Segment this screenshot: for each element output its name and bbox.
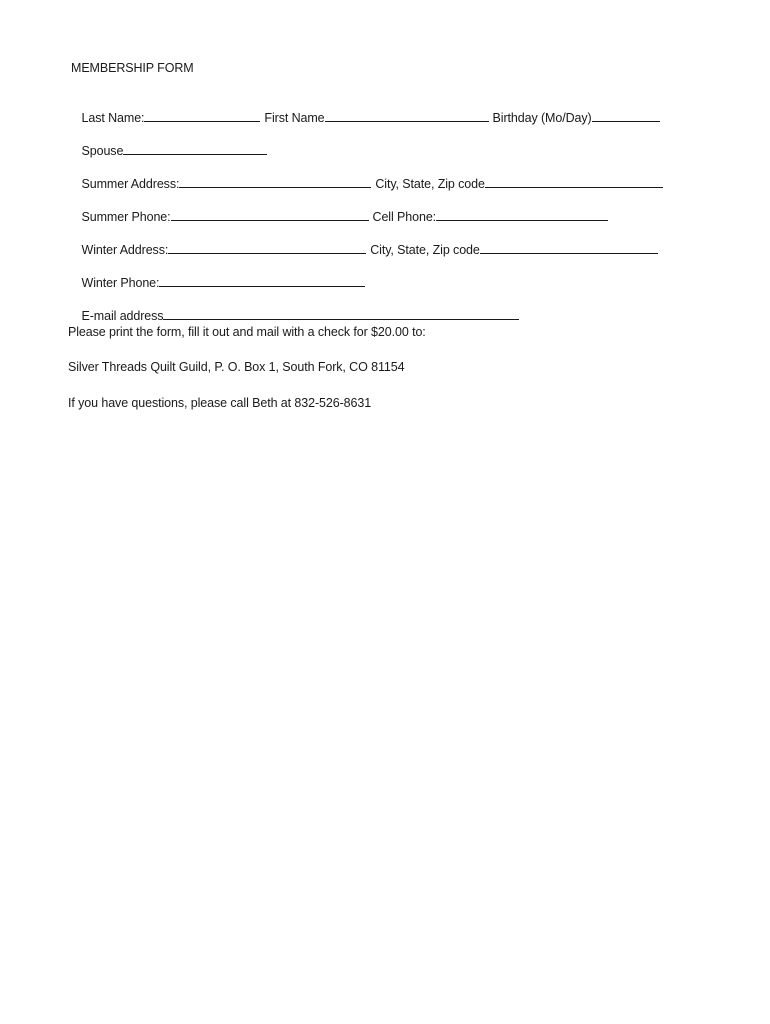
winter-city-state-zip-label: City, State, Zip code xyxy=(370,243,480,257)
last-name-field[interactable] xyxy=(144,109,260,122)
summer-phone-field[interactable] xyxy=(171,208,369,221)
email-label: E-mail address xyxy=(81,309,164,323)
summer-phone-label: Summer Phone: xyxy=(81,210,171,224)
spouse-label: Spouse xyxy=(81,144,124,158)
instructions-text: Please print the form, fill it out and mail with a check for $20.00 to: xyxy=(68,325,426,339)
winter-phone-label: Winter Phone: xyxy=(81,276,160,290)
summer-city-state-zip-field[interactable] xyxy=(485,175,663,188)
form-title: MEMBERSHIP FORM xyxy=(71,61,194,75)
spouse-field[interactable] xyxy=(123,142,267,155)
first-name-field[interactable] xyxy=(325,109,489,122)
summer-address-field[interactable] xyxy=(179,175,371,188)
first-name-label: First Name xyxy=(264,111,325,125)
cell-phone-label: Cell Phone: xyxy=(372,210,437,224)
winter-address-label: Winter Address: xyxy=(81,243,169,257)
winter-address-field[interactable] xyxy=(168,241,366,254)
last-name-label: Last Name: xyxy=(81,111,145,125)
summer-city-state-zip-label: City, State, Zip code xyxy=(375,177,485,191)
winter-city-state-zip-field[interactable] xyxy=(480,241,658,254)
birthday-field[interactable] xyxy=(592,109,660,122)
winter-phone-field[interactable] xyxy=(159,274,365,287)
contact-text: If you have questions, please call Beth at 832-526-8631 xyxy=(68,396,372,410)
mailing-address-text: Silver Threads Quilt Guild, P. O. Box 1, South Fork, CO 81154 xyxy=(68,360,405,374)
cell-phone-field[interactable] xyxy=(436,208,608,221)
email-field[interactable] xyxy=(163,307,519,320)
summer-address-label: Summer Address: xyxy=(81,177,180,191)
birthday-label: Birthday (Mo/Day) xyxy=(492,111,592,125)
